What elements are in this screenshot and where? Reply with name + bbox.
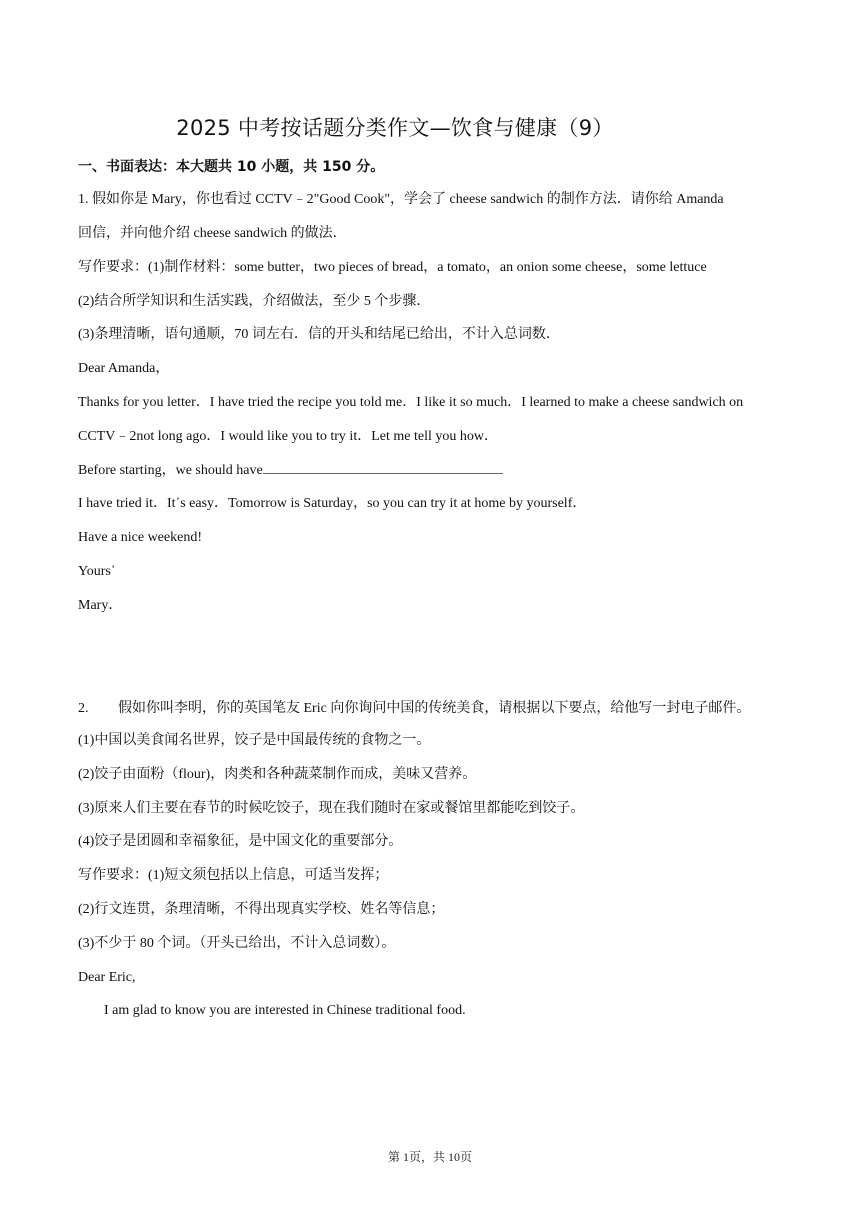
q1-body-line-4: I have tried it．It᾽s easy．Tomorrow is Saturday，so you can try it at home by yourself．: [78, 496, 587, 511]
q1-requirement-1: 写作要求：(1)制作材料：some butter，two pieces of bread，a tomato，an onion some cheese，some lettuce: [78, 260, 707, 275]
q1-body-line-3-text: Before starting，we should have: [78, 463, 263, 478]
page-footer: 第 1页，共 10页: [387, 1150, 472, 1164]
q1-body-line-2: CCTV﹣2not long ago．I would like you to try it．Let me tell you how．: [78, 429, 498, 444]
q2-point-4: (4)饺子是团圆和幸福象征，是中国文化的重要部分。: [78, 834, 403, 849]
q2-requirement-1: 写作要求：(1)短文须包括以上信息，可适当发挥；: [78, 868, 389, 883]
q2-point-3: (3)原来人们主要在春节的时候吃饺子，现在我们随时在家或餐馆里都能吃到饺子。: [78, 801, 585, 816]
q2-prompt-text: 假如你叫李明，你的英国笔友 Eric 向你询问中国的传统美食，请根据以下要点，给他写一封电子邮件。: [118, 701, 751, 716]
q2-opening-line: I am glad to know you are interested in Chinese traditional food.: [104, 1003, 466, 1018]
q1-prompt-line-2: 回信，并向他介绍 cheese sandwich 的做法．: [78, 226, 347, 241]
q1-body-line-5: Have a nice weekend!: [78, 530, 202, 545]
q2-requirement-2: (2)行文连贯，条理清晰，不得出现真实学校、姓名等信息；: [78, 902, 445, 917]
q1-body-line-1: Thanks for you letter．I have tried the recipe you told me．I like it so much．I learned to make a cheese sandwich on: [78, 395, 744, 410]
q1-body-line-3: [78, 461, 503, 481]
q1-signature: Mary．: [78, 598, 123, 613]
q1-prompt-line-1: 1. 假如你是 Mary，你也看过 CCTV﹣2"Good Cook"，学会了 cheese sandwich 的制作方法．请你给 Amanda: [78, 192, 724, 207]
q2-requirement-3: (3)不少于 80 个词。（开头已给出，不计入总词数）。: [78, 936, 396, 951]
section-heading: 一、书面表达：本大题共 10 小题，共 150 分。: [78, 159, 385, 175]
answer-blank: [263, 461, 503, 474]
q1-salutation: Dear Amanda，: [78, 361, 170, 376]
document-title: 2025 中考按话题分类作文—饮食与健康（9）: [176, 116, 614, 140]
q1-closing: Yours᾽: [78, 564, 116, 579]
q2-number: 2.: [78, 701, 89, 716]
q2-prompt-line-1: [78, 697, 750, 717]
q2-point-1: (1)中国以美食闻名世界，饺子是中国最传统的食物之一。: [78, 733, 431, 748]
q1-requirement-3: (3)条理清晰，语句通顺，70 词左右．信的开头和结尾已给出，不计入总词数．: [78, 327, 560, 342]
q1-requirement-2: (2)结合所学知识和生活实践，介绍做法，至少 5 个步骤．: [78, 294, 431, 309]
q2-point-2: (2)饺子由面粉（flour)，肉类和各种蔬菜制作而成，美味又营养。: [78, 767, 477, 782]
q2-salutation: Dear Eric,: [78, 970, 136, 985]
